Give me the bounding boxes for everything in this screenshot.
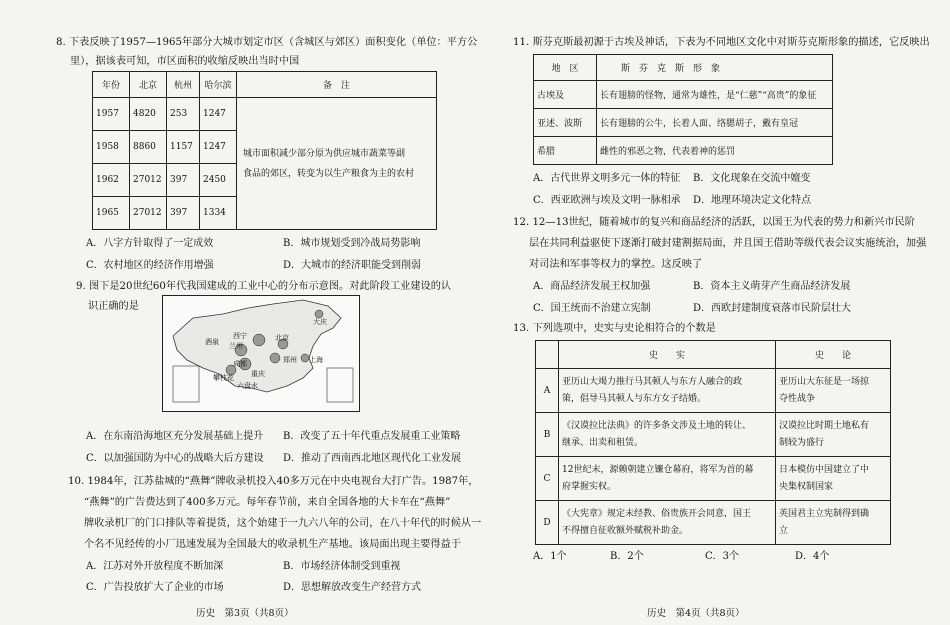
- table-cell: 1965: [93, 197, 130, 230]
- table-cell: 长有翅膀的怪物，通常为雄性，是“仁慈”“高贵”的象征: [597, 81, 833, 109]
- q10-stem-line1: 10. 1984年，江苏盐城的“燕舞”牌收录机投入40多万元在中央电视台大打广告。1987年，: [68, 476, 479, 487]
- q13-option-a: A．1个: [533, 551, 567, 562]
- q9-option-a: A．在东南沿海地区充分发展基础上提升: [86, 431, 264, 442]
- q13-row-key: B: [536, 413, 559, 457]
- q13-fact-line: 府掌握实权。: [562, 481, 617, 492]
- table-cell: 1962: [93, 164, 130, 197]
- table-cell: 1247: [200, 131, 237, 164]
- q13-theory-cell: [776, 457, 891, 501]
- q8-header-hangzhou: 杭州: [167, 72, 200, 98]
- q8-stem-line2: 里），据该表可知，市区面积的收缩反映出当时中国: [70, 56, 300, 67]
- map-label: 北京: [275, 334, 289, 342]
- q8-header-harbin: 哈尔滨: [200, 72, 237, 98]
- table-cell: 1958: [93, 131, 130, 164]
- q9-option-c: C．以加强国防为中心的战略大后方建设: [86, 453, 264, 464]
- q8-stem-line1: 8. 下表反映了1957—1965年部分大城市划定市区（含城区与郊区）面积变化（单位：平方公: [56, 37, 478, 48]
- q13-fact-cell: [559, 369, 776, 413]
- q13-option-d: D．4个: [795, 551, 830, 562]
- q8-option-a: A．八字方针取得了一定成效: [86, 238, 214, 249]
- map-label: 西宁: [233, 332, 247, 340]
- q8-header-note: 备 注: [237, 72, 437, 98]
- q11-header-image: 斯 芬 克 斯 形 象: [597, 55, 833, 81]
- q13-theory-line: 亚历山大东征是一场掠: [779, 376, 870, 387]
- table-cell: 397: [167, 197, 200, 230]
- q10-option-a: A．江苏对外开放程度不断加深: [86, 561, 224, 572]
- q9-option-d: D．推动了西南西北地区现代化工业发展: [283, 453, 462, 464]
- map-label: 大庆: [313, 318, 327, 326]
- q13-theory-line: 英国君主立宪制得到确: [779, 508, 870, 519]
- table-cell: 1157: [167, 131, 200, 164]
- table-cell: 雌性的邪恶之物，代表着神的惩罚: [597, 137, 833, 165]
- table-cell: [536, 341, 559, 369]
- q11-header-region: 地 区: [534, 55, 597, 81]
- q13-stem-line1: 13. 下列选项中，史实与史论相符合的个数是: [513, 323, 716, 334]
- q10-stem-line3: 牌收录机厂的门口排队等着提货，这个始建于一九六八年的公司，在八十年代的时候从一: [84, 518, 482, 529]
- q13-header-facts: 史 实: [559, 341, 776, 369]
- page-footer: 历史 第4页（共8页）: [647, 608, 745, 619]
- map-label: 酒泉: [205, 338, 219, 346]
- table-cell: 253: [167, 98, 200, 131]
- q9-stem-line2: 识正确的是: [88, 301, 139, 312]
- table-cell: 397: [167, 164, 200, 197]
- q11-stem-line1: 11. 斯芬克斯最初源于古埃及神话，下表为不同地区文化中对斯芬克斯形象的描述，它反映出: [513, 37, 930, 48]
- table-cell: 1247: [200, 98, 237, 131]
- q13-theory-line: 制较为盛行: [779, 437, 825, 448]
- q11-option-c: C．西亚欧洲与埃及文明一脉相承: [533, 195, 681, 206]
- q13-option-c: C．3个: [705, 551, 740, 562]
- q10-option-d: D．思想解放改变生产经营方式: [283, 582, 422, 593]
- q8-option-c: C．农村地区的经济作用增强: [86, 260, 214, 271]
- q13-theory-line: 立: [779, 525, 789, 536]
- map-label: 兰州: [229, 342, 243, 350]
- q13-theory-cell: [776, 501, 891, 545]
- page-footer: 历史 第3页（共8页）: [196, 608, 294, 619]
- map-label: 上海: [309, 356, 323, 364]
- q10-option-b: B．市场经济体制受到重视: [283, 561, 401, 572]
- q8-header-beijing: 北京: [130, 72, 167, 98]
- q13-fact-line: 12世纪末，源赖朝建立镰仓幕府，将军为首的幕: [562, 464, 754, 475]
- q13-theory-line: 日本模仿中国建立了中: [779, 464, 870, 475]
- q8-note-line1: 城市面积减少部分原为供应城市蔬菜等副: [243, 148, 406, 159]
- q13-fact-line: 不得擅自征收额外赋税补助金。: [562, 525, 689, 536]
- map-label: 郑州: [283, 356, 297, 364]
- q13-fact-cell: [559, 501, 776, 545]
- q13-table: [535, 340, 891, 545]
- q13-fact-line: 《汉谟拉比法典》的许多条文涉及土地的转让、: [562, 420, 752, 431]
- q13-fact-line: 亚历山大竭力推行马其顿人与东方人融合的政: [562, 376, 743, 387]
- q8-header-year: 年份: [93, 72, 130, 98]
- q8-option-b: B．城市规划受到冷战局势影响: [283, 238, 421, 249]
- q10-stem-line2: “燕舞”的广告费达到了400多万元。每年春节前，来自全国各地的大卡车在“燕舞”: [84, 497, 451, 508]
- q13-row-key: D: [536, 501, 559, 545]
- table-cell: 1334: [200, 197, 237, 230]
- q12-option-b: B．资本主义萌芽产生商品经济发展: [693, 281, 851, 292]
- q13-theory-line: 央集权制国家: [779, 481, 834, 492]
- q13-row-key: C: [536, 457, 559, 501]
- table-cell: 亚述、波斯: [534, 109, 597, 137]
- table-cell: 8860: [130, 131, 167, 164]
- table-cell: 1957: [93, 98, 130, 131]
- q12-stem-line1: 12. 12—13世纪，随着城市的复兴和商品经济的活跃，以国王为代表的势力和新兴市民阶: [513, 217, 915, 228]
- q8-option-d: D．大城市的经济职能受到削弱: [283, 260, 422, 271]
- q8-note-cell: [237, 98, 437, 230]
- table-cell: 2450: [200, 164, 237, 197]
- q13-theory-cell: [776, 413, 891, 457]
- q10-stem-line4: 个名不见经传的小厂迅速发展为全国最大的收录机生产基地。该局面出现主要得益于: [84, 539, 461, 550]
- q13-theory-line: 夺性战争: [779, 393, 816, 404]
- q13-fact-cell: [559, 457, 776, 501]
- q13-fact-line: 继承、出卖和租赁。: [562, 437, 644, 448]
- q11-option-b: B．文化现象在交流中嬗变: [693, 173, 811, 184]
- table-cell: 27012: [130, 164, 167, 197]
- map-label: 攀枝花: [213, 374, 234, 382]
- q12-option-d: D．西欧封建制度衰落市民阶层壮大: [693, 303, 852, 314]
- industrial-center-map: [162, 295, 360, 412]
- q8-table: [92, 71, 437, 230]
- map-label: 成都: [233, 360, 247, 368]
- table-cell: 希腊: [534, 137, 597, 165]
- q12-option-c: C．国王统而不治建立宪制: [533, 303, 651, 314]
- right-page: [475, 0, 950, 625]
- q13-option-b: B．2个: [610, 551, 644, 562]
- table-cell: 长有翅膀的公牛，长着人面、络腮胡子，戴有皇冠: [597, 109, 833, 137]
- q11-option-d: D．地理环境决定文化特点: [693, 195, 812, 206]
- q9-option-b: B．改变了五十年代重点发展重工业策略: [283, 431, 461, 442]
- map-label: 六盘水: [237, 382, 258, 390]
- q13-fact-line: 《大宪章》规定未经教、俗贵族开会同意，国王: [562, 508, 752, 519]
- q12-option-a: A．商品经济发展王权加强: [533, 281, 651, 292]
- q13-theory-line: 汉谟拉比时期土地私有: [779, 420, 870, 431]
- q13-fact-cell: [559, 413, 776, 457]
- china-map-outline: [163, 296, 359, 411]
- q13-theory-cell: [776, 369, 891, 413]
- map-label: 重庆: [251, 370, 265, 378]
- q13-fact-line: 策，倡导马其顿人与东方女子结婚。: [562, 393, 707, 404]
- q11-table: [533, 54, 833, 165]
- table-cell: 古埃及: [534, 81, 597, 109]
- q12-stem-line2: 层在共同利益驱使下逐渐打破封建割据局面，并且国王借助等级代表会议实施统治，加强: [529, 238, 927, 249]
- table-cell: 27012: [130, 197, 167, 230]
- q9-stem-line1: 9. 图下是20世纪60年代我国建成的工业中心的分布示意图。对此阶段工业建设的认: [76, 281, 452, 292]
- table-cell: 4820: [130, 98, 167, 131]
- q10-option-c: C．广告投放扩大了企业的市场: [86, 582, 224, 593]
- q13-header-theory: 史 论: [776, 341, 891, 369]
- q13-row-key: A: [536, 369, 559, 413]
- q11-option-a: A．古代世界文明多元一体的特征: [533, 173, 681, 184]
- q12-stem-line3: 对司法和军事等权力的掌控。这反映了: [529, 259, 703, 270]
- q8-note-line2: 食品的郊区，转变为以生产粮食为主的农村: [243, 168, 415, 179]
